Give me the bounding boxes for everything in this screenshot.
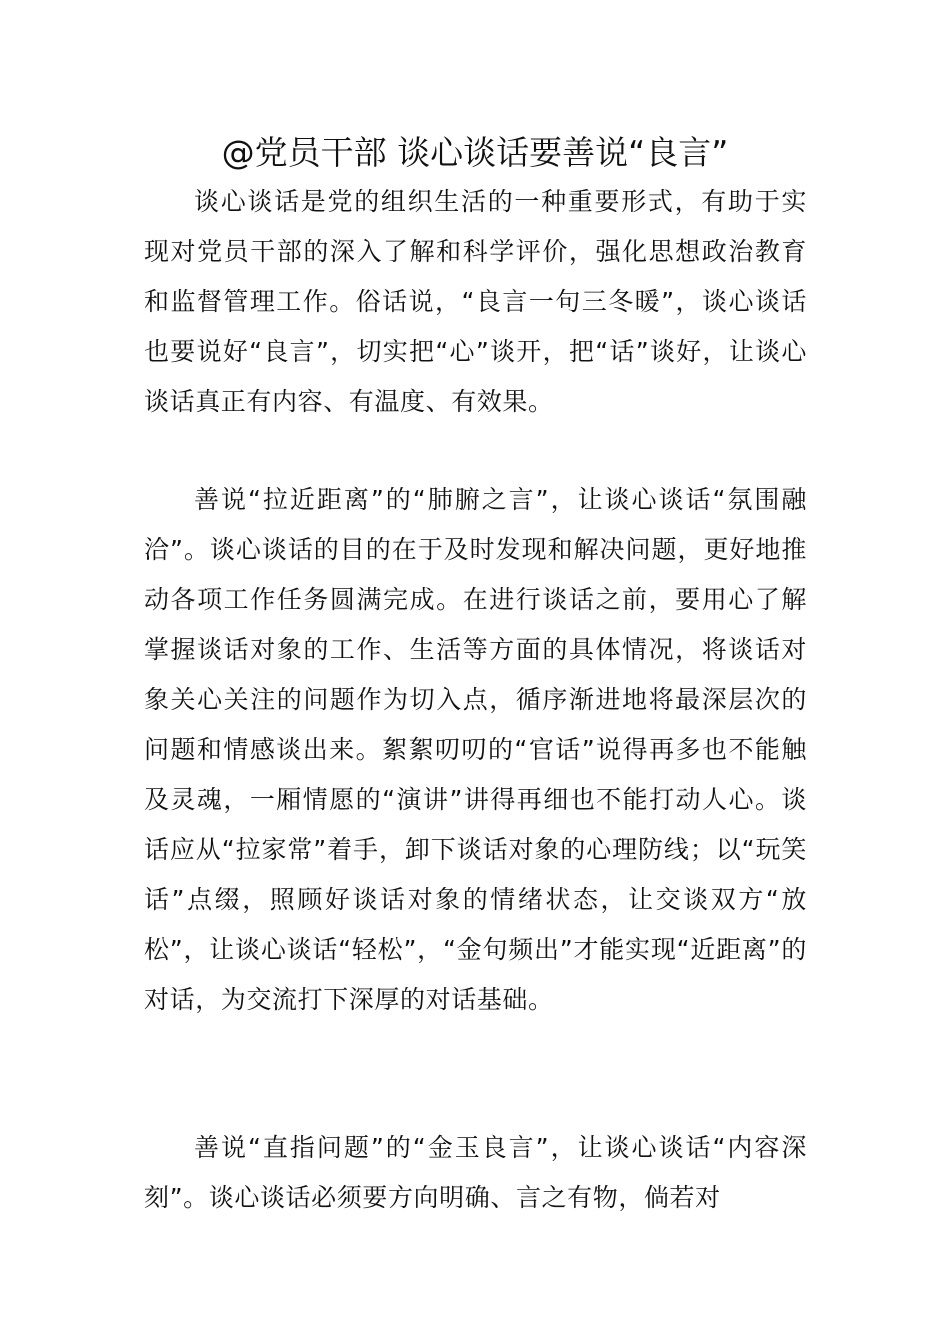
paragraph-intro: 谈心谈话是党的组织生活的一种重要形式，有助于实现对党员干部的深入了解和科学评价，强化思想政治教育和监督管理工作。俗话说，“良言一句三冬暖”，谈心谈话也要说好“良言”，切实把“心”谈开，把“话”谈好，让谈心谈话真正有内容、有温度、有效果。 bbox=[144, 187, 807, 416]
paragraph-closing-distance: 善说“拉近距离”的“肺腑之言”，让谈心谈话“氛围融洽”。谈心谈话的目的在于及时发现和解决问题，更好地推动各项工作任务圆满完成。在进行谈话之前，要用心了解掌握谈话对象的工作、生活等方面的具体情况，将谈话对象关心关注的问题作为切入点，循序渐进地将最深层次的问题和情感谈出来。絮絮叨叨的“官话”说得再多也不能触及灵魂，一厢情愿的“演讲”讲得再细也不能打动人心。谈话应从“拉家常”着手，卸下谈话对象的心理防线；以“玩笑话”点缀，照顾好谈话对象的情绪状态，让交谈双方“放松”，让谈心谈话“轻松”，“金句频出”才能实现“近距离”的对话，为交流打下深厚的对话基础。 bbox=[144, 485, 807, 1014]
paragraph-pointing-problems: 善说“直指问题”的“金玉良言”，让谈心谈话“内容深刻”。谈心谈话必须要方向明确、言之有物，倘若对 bbox=[144, 1133, 807, 1212]
document-title: @党员干部 谈心谈话要善说“良言” bbox=[221, 133, 729, 172]
